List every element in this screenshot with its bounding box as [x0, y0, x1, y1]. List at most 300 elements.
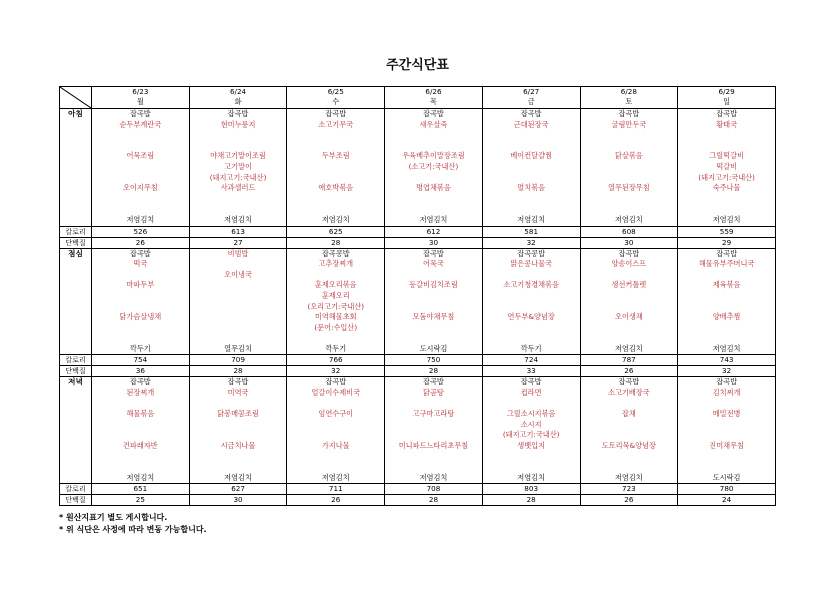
menu-cell: [580, 377, 678, 484]
calorie-label: 칼로리: [60, 484, 92, 495]
menu-item: [678, 270, 775, 281]
menu-item: 사과샐러드: [220, 183, 256, 193]
menu-item: [287, 420, 384, 431]
menu-staple: 잡곡밥: [227, 377, 249, 387]
menu-item: 진미채무침: [709, 441, 744, 451]
menu-item: 멸치볶음: [517, 183, 546, 193]
protein-value: 29: [678, 237, 776, 248]
menu-item: [581, 204, 678, 215]
calorie-label: 칼로리: [60, 355, 92, 366]
menu-item: [483, 204, 580, 215]
menu-item: [678, 130, 775, 141]
menu-item: [92, 452, 189, 463]
menu-staple: 깍두기: [325, 343, 347, 353]
protein-value: 30: [385, 237, 483, 248]
menu-item: (돼지고기:국내산): [209, 172, 267, 182]
menu-staple: 저염김치: [614, 214, 643, 224]
menu-staple: 잡곡밥: [129, 377, 151, 387]
calorie-label: 칼로리: [60, 226, 92, 237]
calorie-value: 723: [580, 484, 678, 495]
menu-item: 도토리묵&양념장: [601, 441, 656, 451]
menu-item: 떡국: [133, 259, 148, 269]
menu-item: 그릴소시지볶음: [506, 409, 556, 419]
menu-item: 훈제오리볶음: [314, 280, 357, 290]
meal-label: 점심: [60, 248, 92, 355]
day-weekday: 토: [625, 97, 633, 106]
menu-item: [287, 333, 384, 344]
menu-item: 해물유부주머니국: [698, 259, 755, 269]
menu-item: [190, 291, 287, 302]
menu-item: 현미누룽지: [220, 119, 256, 129]
menu-item: 비빔밥: [227, 248, 249, 258]
menu-item: [581, 173, 678, 184]
protein-value: 28: [385, 495, 483, 506]
menu-staple: 저염김치: [712, 343, 741, 353]
protein-value: 28: [482, 495, 580, 506]
menu-item: [678, 430, 775, 441]
calorie-value: 581: [482, 226, 580, 237]
menu-item: (돼지고기:국내산): [502, 430, 560, 440]
menu-staple: 깍두기: [129, 343, 151, 353]
menu-staple: 잡곡밥: [716, 109, 738, 118]
menu-staple: 저염김치: [224, 214, 252, 224]
day-header: [287, 87, 385, 109]
menu-item: 소고기배장국: [608, 388, 650, 398]
menu-staple: 저염김치: [321, 472, 350, 482]
menu-item: [678, 452, 775, 463]
menu-item: [678, 291, 775, 302]
menu-staple: 저염김치: [614, 343, 643, 353]
protein-value: 32: [482, 237, 580, 248]
menu-item: 연두부&양념장: [507, 312, 555, 322]
menu-item: 제육볶음: [712, 280, 741, 290]
menu-item: [581, 194, 678, 205]
menu-item: 미역해물초회: [314, 312, 357, 322]
menu-staple: 저염김치: [126, 472, 155, 482]
day-header: [482, 87, 580, 109]
menu-item: 닭가슴살냉채: [119, 312, 162, 322]
menu-item: [581, 462, 678, 473]
menu-cell: [580, 109, 678, 227]
menu-item: [92, 194, 189, 205]
menu-item: 시금치나물: [220, 441, 256, 451]
menu-item: [287, 204, 384, 215]
menu-item: [483, 452, 580, 463]
menu-item: [678, 302, 775, 313]
calorie-value: 625: [287, 226, 385, 237]
menu-item: [581, 452, 678, 463]
day-weekday: 화: [234, 97, 242, 106]
menu-staple: 잡곡밥: [325, 377, 347, 387]
menu-item: 컵라면: [520, 388, 542, 398]
protein-value: 32: [287, 366, 385, 377]
menu-item: 닭곰탕: [423, 388, 444, 398]
menu-item: [92, 291, 189, 302]
calorie-value: 711: [287, 484, 385, 495]
menu-item: 새우살죽: [419, 119, 448, 129]
calorie-value: 766: [287, 355, 385, 366]
menu-item: [287, 141, 384, 152]
menu-item: [483, 323, 580, 334]
day-date: 6/27: [523, 87, 540, 96]
protein-value: 28: [189, 366, 287, 377]
menu-cell: [482, 109, 580, 227]
menu-item: [190, 399, 287, 410]
menu-item: [581, 430, 678, 441]
calorie-value: 750: [385, 355, 483, 366]
menu-item: 양배추찜: [712, 312, 741, 322]
protein-value: 26: [287, 495, 385, 506]
menu-item: (오리고기:국내산): [307, 301, 365, 311]
menu-cell: [482, 377, 580, 484]
menu-item: 떡갈비: [716, 161, 738, 171]
menu-staple: 잡곡밥: [716, 377, 738, 387]
menu-item: [190, 323, 287, 334]
menu-item: 닭살볶음: [614, 151, 643, 161]
menu-staple: 저염김치: [419, 214, 448, 224]
menu-item: [190, 452, 287, 463]
menu-item: [678, 204, 775, 215]
menu-item: 소고기청경채볶음: [503, 280, 559, 290]
menu-item: 그릴떡갈비: [709, 151, 744, 161]
meal-row: [60, 248, 776, 355]
menu-item: 소고기무국: [318, 119, 354, 129]
menu-staple: 잡곡밥: [423, 248, 444, 258]
menu-item: [385, 141, 482, 152]
calorie-value: 754: [92, 355, 190, 366]
menu-cell: [92, 377, 190, 484]
menu-item: [190, 194, 287, 205]
page-title: 주간식단표: [386, 58, 449, 73]
menu-item: [92, 204, 189, 215]
calorie-value: 780: [678, 484, 776, 495]
menu-item: [190, 462, 287, 473]
calorie-value: 559: [678, 226, 776, 237]
calorie-value: 627: [189, 484, 287, 495]
menu-cell: [189, 377, 287, 484]
menu-item: [483, 173, 580, 184]
menu-item: [385, 430, 482, 441]
menu-item: [92, 173, 189, 184]
menu-item: 고기말이: [224, 161, 252, 171]
menu-item: 애호박볶음: [318, 183, 354, 193]
menu-item: [483, 130, 580, 141]
menu-item: [287, 462, 384, 473]
menu-cell: [189, 109, 287, 227]
protein-value: 33: [482, 366, 580, 377]
menu-item: [287, 162, 384, 173]
day-date: 6/23: [132, 87, 149, 96]
menu-cell: [580, 248, 678, 355]
menu-item: [483, 194, 580, 205]
menu-item: [581, 302, 678, 313]
day-header: [580, 87, 678, 109]
protein-value: 28: [385, 366, 483, 377]
menu-staple: 저염김치: [517, 472, 546, 482]
menu-item: (소고기:국내산): [408, 161, 459, 171]
menu-staple: 깍두기: [520, 343, 542, 353]
menu-cell: [678, 109, 776, 227]
menu-item: 황태국: [716, 119, 738, 129]
menu-item: [581, 270, 678, 281]
menu-staple: 저염김치: [614, 472, 643, 482]
menu-staple: 저염김치: [419, 472, 448, 482]
menu-staple: 잡곡밥: [129, 248, 151, 258]
menu-item: [190, 312, 287, 323]
menu-item: [92, 141, 189, 152]
day-date: 6/24: [229, 87, 247, 96]
menu-item: [92, 420, 189, 431]
menu-item: 어묵조림: [126, 151, 155, 161]
menu-staple: 잡곡밥: [325, 109, 347, 118]
day-weekday: 일: [723, 97, 731, 106]
menu-item: 야채고기말이조림: [210, 151, 266, 161]
menu-item: [92, 323, 189, 334]
diagonal-line-icon: [60, 87, 91, 108]
menu-item: [581, 130, 678, 141]
menu-staple: 도시락김: [419, 343, 448, 353]
notes: [59, 512, 207, 536]
menu-item: 오이냉국: [224, 269, 252, 279]
menu-item: 오이지무침: [122, 183, 158, 193]
calorie-value: 787: [580, 355, 678, 366]
protein-value: 26: [580, 366, 678, 377]
meal-row: [60, 377, 776, 484]
menu-item: [385, 194, 482, 205]
day-date: 6/25: [327, 87, 344, 96]
weekly-menu-table: [59, 86, 776, 506]
menu-item: [190, 204, 287, 215]
menu-staple: 잡곡밥: [423, 377, 444, 387]
menu-item: 숙주나물: [712, 183, 741, 193]
calorie-value: 613: [189, 226, 287, 237]
calorie-row: [60, 355, 776, 366]
protein-row: [60, 237, 776, 248]
menu-item: [190, 302, 287, 313]
menu-item: [581, 323, 678, 334]
menu-item: 잡채: [621, 409, 636, 419]
menu-item: 해물볶음: [126, 409, 155, 419]
protein-value: 30: [189, 495, 287, 506]
day-date: 6/26: [425, 87, 442, 96]
menu-staple: 잡곡밥: [423, 109, 444, 118]
menu-item: 어묵국: [423, 259, 444, 269]
menu-item: 양송이스프: [611, 259, 647, 269]
menu-staple: 저염김치: [321, 214, 350, 224]
menu-item: [581, 333, 678, 344]
menu-item: [92, 333, 189, 344]
menu-cell: [287, 377, 385, 484]
day-weekday: 월: [136, 97, 144, 106]
menu-item: 굴림만두국: [611, 119, 647, 129]
protein-row: [60, 495, 776, 506]
menu-item: 훈제오리: [321, 290, 350, 300]
menu-item: 모둠야채무침: [412, 312, 455, 322]
menu-item: [678, 399, 775, 410]
menu-staple: 잡곡밥: [520, 377, 542, 387]
menu-item: 생뱃입지: [517, 441, 546, 451]
menu-cell: [189, 248, 287, 355]
day-header: [92, 87, 190, 109]
menu-item: [92, 302, 189, 313]
menu-cell: [287, 109, 385, 227]
menu-item: [385, 291, 482, 302]
protein-value: 28: [287, 237, 385, 248]
menu-staple: 저염김치: [712, 214, 741, 224]
day-header: [678, 87, 776, 109]
protein-value: 27: [189, 237, 287, 248]
protein-label: 단백질: [60, 495, 92, 506]
note-change: * 위 식단은 사정에 따라 변동 가능합니다.: [59, 525, 207, 534]
protein-value: 24: [678, 495, 776, 506]
menu-cell: [678, 377, 776, 484]
meal-label: 아침: [60, 109, 92, 227]
menu-item: [287, 270, 384, 281]
menu-item: [385, 462, 482, 473]
calorie-value: 709: [189, 355, 287, 366]
menu-item: (문어:수입산): [314, 322, 358, 332]
menu-item: 임연수구이: [318, 409, 354, 419]
menu-item: [287, 430, 384, 441]
menu-item: 얼갈이수제비국: [311, 388, 361, 398]
menu-item: [287, 194, 384, 205]
menu-item: 미니파드느타리초무침: [398, 441, 469, 451]
menu-item: [385, 452, 482, 463]
menu-staple: 도시락김: [712, 472, 741, 482]
menu-item: [581, 141, 678, 152]
menu-item: [385, 420, 482, 431]
menu-item: 명엽채볶음: [416, 183, 451, 193]
meal-row: [60, 109, 776, 227]
menu-item: [483, 270, 580, 281]
menu-item: 닭봉매콤조림: [217, 409, 259, 419]
menu-item: [483, 141, 580, 152]
menu-item: [385, 302, 482, 313]
menu-item: 건파래자반: [122, 441, 158, 451]
menu-item: [678, 323, 775, 334]
corner-cell: [60, 87, 92, 109]
menu-item: [385, 173, 482, 184]
menu-staple: 저염김치: [517, 214, 546, 224]
protein-value: 26: [580, 495, 678, 506]
menu-item: [190, 430, 287, 441]
menu-item: [483, 462, 580, 473]
calorie-value: 803: [482, 484, 580, 495]
header-row: [60, 87, 776, 109]
note-origin: * 원산지표기 별도 게시합니다.: [59, 513, 168, 522]
menu-item: [190, 130, 287, 141]
menu-item: 두부조림: [321, 151, 350, 161]
calorie-value: 651: [92, 484, 190, 495]
menu-item: [581, 420, 678, 431]
calorie-value: 743: [678, 355, 776, 366]
protein-value: 36: [92, 366, 190, 377]
menu-item: [287, 452, 384, 463]
menu-item: [92, 130, 189, 141]
menu-item: [190, 280, 287, 291]
menu-item: [190, 259, 287, 270]
menu-item: [678, 420, 775, 431]
menu-item: [581, 162, 678, 173]
menu-item: 근대된장국: [513, 119, 549, 129]
menu-item: [483, 291, 580, 302]
menu-item: 맑은콩나물국: [510, 259, 552, 269]
menu-item: [678, 462, 775, 473]
protein-label: 단백질: [60, 366, 92, 377]
menu-item: [287, 130, 384, 141]
menu-staple: 잡곡콩밥: [321, 248, 350, 258]
menu-item: [92, 399, 189, 410]
protein-value: 26: [92, 237, 190, 248]
protein-value: 25: [92, 495, 190, 506]
menu-item: 생선커틀렛: [611, 280, 647, 290]
calorie-value: 724: [482, 355, 580, 366]
menu-item: 김치찌개: [712, 388, 741, 398]
menu-staple: 저염김치: [126, 214, 155, 224]
menu-item: 열무된장무침: [608, 183, 650, 193]
menu-staple: 잡곡밥: [716, 248, 738, 258]
menu-item: 등갈비김치조림: [409, 280, 458, 290]
day-header: [385, 87, 483, 109]
menu-item: 순두부계란국: [119, 119, 162, 129]
menu-staple: 잡곡밥: [129, 109, 151, 118]
day-weekday: 목: [429, 97, 437, 106]
calorie-value: 612: [385, 226, 483, 237]
menu-item: 마파두부: [126, 280, 155, 290]
menu-item: 가지나물: [321, 441, 350, 451]
menu-item: [385, 204, 482, 215]
menu-item: [678, 333, 775, 344]
menu-cell: [385, 377, 483, 484]
day-weekday: 금: [527, 97, 535, 106]
protein-value: 32: [678, 366, 776, 377]
menu-staple: 저염김치: [224, 472, 252, 482]
menu-item: [190, 141, 287, 152]
menu-staple: 잡곡콩밥: [517, 248, 546, 258]
menu-item: 메밀전병: [712, 409, 741, 419]
menu-item: 고구마고라탕: [412, 409, 455, 419]
menu-item: (돼지고기:국내산): [698, 172, 755, 182]
menu-cell: [92, 109, 190, 227]
menu-item: [385, 333, 482, 344]
menu-cell: [482, 248, 580, 355]
protein-label: 단백질: [60, 237, 92, 248]
calorie-row: [60, 484, 776, 495]
menu-item: [287, 399, 384, 410]
menu-cell: [385, 248, 483, 355]
menu-item: 된장찌개: [126, 388, 155, 398]
menu-staple: 잡곡밥: [618, 109, 640, 118]
menu-cell: [385, 109, 483, 227]
menu-item: 고추장찌개: [318, 259, 354, 269]
menu-item: [92, 162, 189, 173]
menu-item: [190, 333, 287, 344]
menu-item: [483, 399, 580, 410]
day-weekday: 수: [332, 97, 340, 106]
menu-staple: 잡곡밥: [618, 377, 640, 387]
day-header: [189, 87, 287, 109]
menu-item: [92, 462, 189, 473]
calorie-value: 708: [385, 484, 483, 495]
menu-staple: 잡곡밥: [227, 109, 249, 118]
calorie-row: [60, 226, 776, 237]
menu-item: [581, 291, 678, 302]
menu-item: [483, 333, 580, 344]
calorie-value: 608: [580, 226, 678, 237]
menu-item: [190, 420, 287, 431]
menu-cell: [678, 248, 776, 355]
menu-item: [287, 173, 384, 184]
